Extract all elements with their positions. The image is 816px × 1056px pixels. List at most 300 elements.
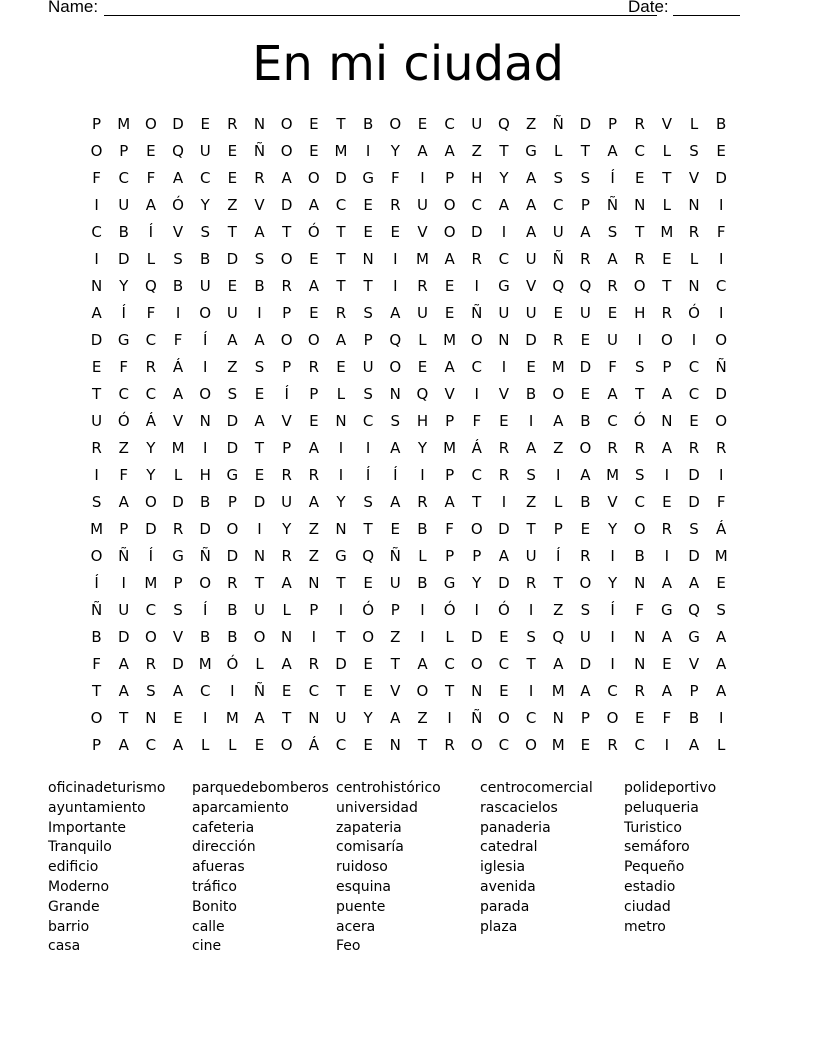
- grid-letter: Ó: [307, 223, 320, 241]
- grid-letter: Ñ: [715, 358, 727, 376]
- grid-letter: A: [661, 574, 672, 592]
- grid-letter: A: [390, 493, 401, 511]
- grid-letter: T: [336, 277, 346, 295]
- word-list-item: puente: [336, 898, 386, 915]
- grid-letter: C: [362, 412, 374, 430]
- grid-letter: P: [445, 547, 455, 565]
- grid-letter: A: [607, 385, 618, 403]
- grid-letter: O: [443, 196, 456, 214]
- grid-letter: B: [227, 628, 238, 646]
- grid-letter: E: [662, 250, 672, 268]
- grid-letter: B: [417, 520, 428, 538]
- grid-letter: Y: [499, 169, 509, 187]
- grid-letter: I: [338, 601, 344, 619]
- grid-letter: D: [172, 655, 184, 673]
- grid-letter: V: [688, 169, 700, 187]
- grid-letter: E: [227, 142, 238, 160]
- grid-letter: U: [525, 547, 537, 565]
- grid-letter: O: [280, 250, 293, 268]
- grid-letter: A: [227, 331, 238, 349]
- word-list-item: dirección: [192, 839, 256, 856]
- grid-row: [83, 354, 735, 381]
- grid-letter: P: [282, 358, 292, 376]
- grid-letter: F: [662, 709, 672, 727]
- grid-letter: I: [202, 439, 208, 457]
- grid-letter: S: [146, 682, 156, 700]
- grid-letter: T: [282, 709, 292, 727]
- grid-letter: A: [553, 655, 564, 673]
- word-list-item: parquedebomberos: [192, 780, 329, 796]
- grid-letter: D: [117, 628, 130, 646]
- grid-letter: B: [254, 277, 265, 295]
- grid-letter: E: [146, 142, 156, 160]
- grid-letter: B: [716, 115, 727, 133]
- grid-letter: D: [688, 466, 700, 484]
- grid-letter: R: [471, 250, 482, 268]
- word-list-item: metro: [624, 918, 666, 935]
- grid-letter: E: [363, 574, 373, 592]
- grid-letter: A: [145, 196, 157, 214]
- grid-letter: N: [634, 574, 646, 592]
- grid-letter: O: [226, 520, 239, 538]
- word-list-item: afueras: [192, 859, 245, 876]
- word-list-item: catedral: [480, 839, 538, 856]
- grid-letter: T: [390, 655, 400, 673]
- grid-letter: P: [282, 304, 292, 322]
- word-list-item: peluqueria: [624, 799, 699, 816]
- grid-letter: R: [254, 169, 265, 187]
- grid-letter: I: [311, 628, 317, 646]
- grid-letter: E: [254, 385, 265, 403]
- grid-letter: I: [610, 628, 615, 646]
- grid-letter: M: [171, 439, 185, 457]
- grid-letter: N: [498, 331, 510, 349]
- grid-letter: E: [200, 115, 210, 133]
- grid-letter: M: [551, 736, 565, 754]
- grid-letter: N: [688, 277, 700, 295]
- grid-letter: A: [688, 574, 700, 592]
- grid-letter: Ñ: [552, 250, 564, 268]
- grid-letter: V: [661, 115, 672, 133]
- grid-letter: T: [363, 277, 373, 295]
- word-list: [48, 779, 768, 957]
- grid-letter: E: [390, 223, 401, 241]
- grid-letter: S: [227, 385, 238, 403]
- grid-letter: I: [664, 547, 670, 565]
- grid-letter: A: [498, 547, 510, 565]
- grid-letter: R: [580, 547, 591, 565]
- grid-letter: M: [117, 115, 131, 133]
- grid-letter: N: [389, 385, 401, 403]
- grid-letter: D: [498, 574, 510, 592]
- grid-letter: G: [688, 628, 700, 646]
- word-list-item: calle: [192, 918, 225, 935]
- grid-letter: Ó: [443, 601, 456, 619]
- grid-letter: T: [635, 385, 645, 403]
- grid-letter: N: [634, 196, 646, 214]
- grid-letter: L: [173, 466, 183, 484]
- grid-letter: O: [144, 628, 157, 646]
- grid-letter: E: [363, 682, 373, 700]
- grid-letter: M: [551, 682, 565, 700]
- grid-letter: Y: [282, 520, 292, 538]
- grid-letter: A: [444, 493, 455, 511]
- grid-letter: S: [173, 601, 183, 619]
- grid-letter: V: [390, 682, 401, 700]
- grid-letter: O: [579, 439, 592, 457]
- grid-letter: F: [146, 304, 156, 322]
- grid-letter: H: [634, 304, 646, 322]
- grid-letter: L: [418, 331, 427, 349]
- page-title: En mi ciudad: [252, 36, 564, 92]
- word-list-item: Tranquilo: [48, 839, 112, 856]
- grid-letter: O: [280, 736, 293, 754]
- grid-letter: Z: [525, 115, 537, 133]
- grid-letter: R: [607, 439, 618, 457]
- grid-letter: E: [363, 223, 373, 241]
- grid-letter: C: [498, 250, 510, 268]
- grid-letter: E: [580, 385, 591, 403]
- grid-letter: A: [444, 142, 455, 160]
- grid-letter: B: [118, 223, 129, 241]
- word-list-item: centrocomercial: [480, 780, 593, 796]
- grid-letter: S: [91, 493, 102, 511]
- grid-letter: R: [661, 520, 673, 538]
- grid-letter: L: [554, 493, 563, 511]
- grid-letter: A: [498, 196, 510, 214]
- grid-letter: V: [254, 196, 265, 214]
- grid-letter: F: [716, 223, 726, 241]
- grid-letter: L: [554, 142, 563, 160]
- grid-letter: I: [447, 709, 452, 727]
- grid-letter: V: [498, 385, 510, 403]
- grid-letter: C: [634, 493, 645, 511]
- grid-letter: E: [173, 709, 183, 727]
- grid-letter: P: [363, 331, 373, 349]
- grid-letter: E: [309, 142, 319, 160]
- grid-letter: B: [580, 412, 591, 430]
- grid-letter: I: [420, 628, 425, 646]
- grid-letter: A: [661, 628, 672, 646]
- date-field[interactable]: [673, 0, 740, 16]
- grid-letter: S: [634, 358, 645, 376]
- grid-letter: O: [470, 331, 483, 349]
- grid-letter: R: [661, 304, 673, 322]
- grid-letter: Ó: [226, 655, 239, 673]
- grid-letter: C: [145, 331, 157, 349]
- grid-row: [83, 570, 735, 597]
- grid-letter: T: [336, 682, 346, 700]
- grid-letter: L: [662, 142, 672, 160]
- grid-letter: U: [199, 277, 211, 295]
- grid-letter: O: [633, 520, 646, 538]
- word-list-item: Feo: [336, 938, 361, 955]
- grid-letter: R: [715, 439, 727, 457]
- grid-letter: B: [634, 547, 645, 565]
- grid-letter: N: [308, 709, 320, 727]
- grid-letter: U: [525, 250, 537, 268]
- grid-letter: R: [634, 115, 645, 133]
- grid-letter: O: [199, 574, 212, 592]
- grid-letter: Z: [227, 196, 238, 214]
- grid-row: [83, 327, 735, 354]
- word-list-item: panaderia: [480, 819, 551, 836]
- grid-letter: N: [634, 655, 646, 673]
- word-list-item: avenida: [480, 878, 536, 895]
- grid-letter: E: [444, 277, 455, 295]
- grid-letter: S: [716, 601, 726, 619]
- grid-letter: M: [443, 439, 457, 457]
- grid-letter: T: [417, 736, 428, 754]
- grid-letter: M: [714, 547, 728, 565]
- grid-letter: E: [580, 331, 591, 349]
- grid-letter: Á: [145, 412, 157, 430]
- grid-letter: B: [580, 493, 591, 511]
- grid-letter: T: [445, 682, 455, 700]
- grid-letter: N: [634, 628, 646, 646]
- word-list-item: esquina: [336, 878, 392, 895]
- word-list-item: Pequeño: [624, 859, 685, 876]
- grid-letter: I: [202, 709, 208, 727]
- grid-letter: L: [689, 115, 699, 133]
- grid-letter: R: [417, 277, 428, 295]
- grid-letter: T: [336, 250, 346, 268]
- grid-letter: R: [227, 115, 238, 133]
- word-list-column: [336, 779, 480, 957]
- grid-row: [83, 300, 735, 327]
- grid-row: [83, 516, 735, 543]
- grid-letter: I: [501, 223, 507, 241]
- grid-letter: A: [172, 736, 184, 754]
- grid-letter: N: [471, 682, 483, 700]
- grid-letter: D: [688, 547, 700, 565]
- grid-letter: Z: [308, 520, 319, 538]
- grid-letter: T: [254, 574, 265, 592]
- grid-letter: E: [662, 655, 672, 673]
- grid-letter: B: [172, 277, 184, 295]
- grid-letter: S: [580, 601, 591, 619]
- grid-row: [83, 678, 735, 705]
- grid-letter: R: [634, 682, 645, 700]
- grid-letter: Y: [607, 520, 618, 538]
- grid-row: [83, 489, 735, 516]
- grid-letter: C: [444, 115, 455, 133]
- grid-letter: U: [91, 412, 103, 430]
- grid-letter: D: [253, 493, 266, 511]
- grid-letter: P: [662, 358, 672, 376]
- grid-letter: A: [172, 682, 184, 700]
- grid-letter: A: [661, 439, 672, 457]
- grid-letter: Z: [227, 358, 238, 376]
- grid-letter: A: [390, 439, 401, 457]
- grid-letter: Z: [553, 439, 564, 457]
- grid-letter: T: [336, 574, 346, 592]
- grid-letter: I: [718, 466, 724, 484]
- grid-letter: R: [172, 520, 184, 538]
- grid-letter: Y: [390, 142, 400, 160]
- grid-letter: C: [688, 358, 700, 376]
- grid-letter: E: [309, 250, 319, 268]
- grid-letter: Ñ: [552, 115, 564, 133]
- grid-row: [83, 462, 735, 489]
- grid-letter: T: [336, 115, 346, 133]
- grid-letter: F: [472, 412, 482, 430]
- grid-letter: A: [172, 385, 184, 403]
- grid-letter: O: [715, 412, 728, 430]
- grid-letter: I: [121, 574, 126, 592]
- grid-letter: V: [281, 412, 292, 430]
- grid-letter: Z: [471, 142, 482, 160]
- grid-letter: I: [257, 304, 262, 322]
- grid-letter: M: [144, 574, 158, 592]
- grid-letter: G: [226, 466, 239, 484]
- grid-letter: O: [90, 142, 103, 160]
- grid-letter: D: [226, 547, 239, 565]
- grid-letter: Á: [308, 736, 319, 754]
- grid-letter: M: [443, 331, 457, 349]
- grid-letter: O: [362, 628, 375, 646]
- grid-letter: O: [470, 736, 483, 754]
- grid-letter: N: [688, 196, 700, 214]
- grid-letter: Q: [362, 547, 375, 565]
- grid-letter: D: [172, 493, 184, 511]
- grid-letter: D: [525, 331, 537, 349]
- word-list-item: cine: [192, 938, 222, 955]
- word-list-item: oficinadeturismo: [48, 780, 166, 796]
- grid-letter: R: [227, 574, 238, 592]
- grid-letter: I: [528, 412, 534, 430]
- name-field[interactable]: [104, 0, 657, 16]
- grid-letter: N: [90, 277, 103, 295]
- grid-letter: O: [633, 277, 646, 295]
- grid-letter: F: [119, 358, 129, 376]
- grid-letter: F: [146, 169, 156, 187]
- word-list-column: [624, 779, 768, 957]
- grid-letter: A: [607, 142, 618, 160]
- grid-letter: L: [282, 601, 291, 619]
- grid-letter: B: [200, 250, 211, 268]
- grid-letter: H: [416, 412, 429, 430]
- grid-letter: I: [610, 655, 615, 673]
- grid-letter: Q: [144, 277, 157, 295]
- grid-letter: I: [257, 520, 262, 538]
- grid-letter: N: [253, 547, 266, 565]
- grid-letter: S: [526, 628, 536, 646]
- grid-letter: D: [117, 250, 130, 268]
- grid-letter: A: [308, 196, 319, 214]
- grid-letter: E: [227, 277, 238, 295]
- grid-letter: S: [390, 412, 401, 430]
- grid-letter: P: [472, 547, 482, 565]
- grid-letter: A: [580, 682, 591, 700]
- grid-letter: I: [94, 250, 99, 268]
- grid-letter: O: [389, 115, 402, 133]
- grid-letter: O: [552, 385, 565, 403]
- grid-letter: L: [228, 736, 237, 754]
- grid-letter: A: [118, 736, 129, 754]
- grid-letter: P: [92, 736, 102, 754]
- grid-letter: R: [688, 223, 700, 241]
- grid-letter: H: [199, 466, 211, 484]
- grid-letter: I: [420, 169, 425, 187]
- grid-letter: S: [607, 223, 618, 241]
- grid-letter: I: [691, 331, 697, 349]
- grid-letter: U: [416, 196, 428, 214]
- grid-row: [83, 165, 735, 192]
- word-list-item: aparcamiento: [192, 799, 289, 816]
- grid-letter: Q: [579, 277, 592, 295]
- grid-letter: I: [202, 358, 208, 376]
- grid-letter: Z: [390, 628, 401, 646]
- word-search-grid: [83, 111, 735, 759]
- grid-letter: G: [335, 547, 347, 565]
- grid-letter: B: [91, 628, 102, 646]
- grid-letter: G: [117, 331, 130, 349]
- grid-letter: D: [199, 520, 211, 538]
- grid-letter: R: [634, 439, 645, 457]
- grid-letter: C: [607, 412, 618, 430]
- grid-letter: O: [470, 655, 483, 673]
- grid-letter: A: [172, 169, 184, 187]
- grid-letter: Í: [148, 223, 154, 241]
- grid-letter: F: [635, 601, 645, 619]
- grid-letter: Á: [716, 520, 727, 538]
- grid-letter: L: [689, 250, 699, 268]
- grid-letter: O: [579, 574, 592, 592]
- grid-letter: E: [254, 466, 265, 484]
- word-list-item: centrohistórico: [336, 780, 441, 796]
- grid-letter: P: [92, 115, 102, 133]
- grid-letter: U: [471, 115, 483, 133]
- grid-letter: M: [90, 520, 104, 538]
- grid-letter: Í: [610, 169, 615, 187]
- grid-row: [83, 111, 735, 138]
- grid-letter: T: [662, 277, 672, 295]
- grid-letter: C: [335, 196, 347, 214]
- grid-letter: U: [362, 358, 374, 376]
- grid-letter: U: [498, 304, 510, 322]
- grid-letter: U: [199, 142, 211, 160]
- date-label: Date:: [628, 0, 669, 16]
- grid-row: [83, 624, 735, 651]
- grid-letter: A: [254, 709, 265, 727]
- grid-letter: P: [445, 466, 455, 484]
- grid-letter: Í: [365, 466, 371, 484]
- grid-letter: T: [282, 223, 292, 241]
- word-list-item: Importante: [48, 819, 127, 836]
- grid-letter: R: [607, 277, 618, 295]
- word-list-item: estadio: [624, 878, 676, 895]
- grid-letter: O: [660, 331, 673, 349]
- word-list-item: Bonito: [192, 898, 237, 915]
- grid-letter: R: [498, 466, 510, 484]
- grid-letter: E: [309, 412, 319, 430]
- grid-letter: Á: [471, 439, 482, 457]
- grid-letter: M: [660, 223, 674, 241]
- grid-letter: I: [338, 439, 344, 457]
- grid-letter: P: [119, 520, 129, 538]
- grid-letter: E: [363, 655, 373, 673]
- word-list-item: ruidoso: [336, 859, 388, 876]
- grid-letter: Q: [552, 277, 565, 295]
- grid-letter: V: [444, 385, 455, 403]
- grid-letter: C: [335, 736, 347, 754]
- grid-letter: Q: [172, 142, 184, 160]
- grid-letter: A: [390, 304, 401, 322]
- grid-letter: T: [635, 223, 645, 241]
- grid-letter: A: [254, 412, 265, 430]
- grid-letter: I: [664, 466, 670, 484]
